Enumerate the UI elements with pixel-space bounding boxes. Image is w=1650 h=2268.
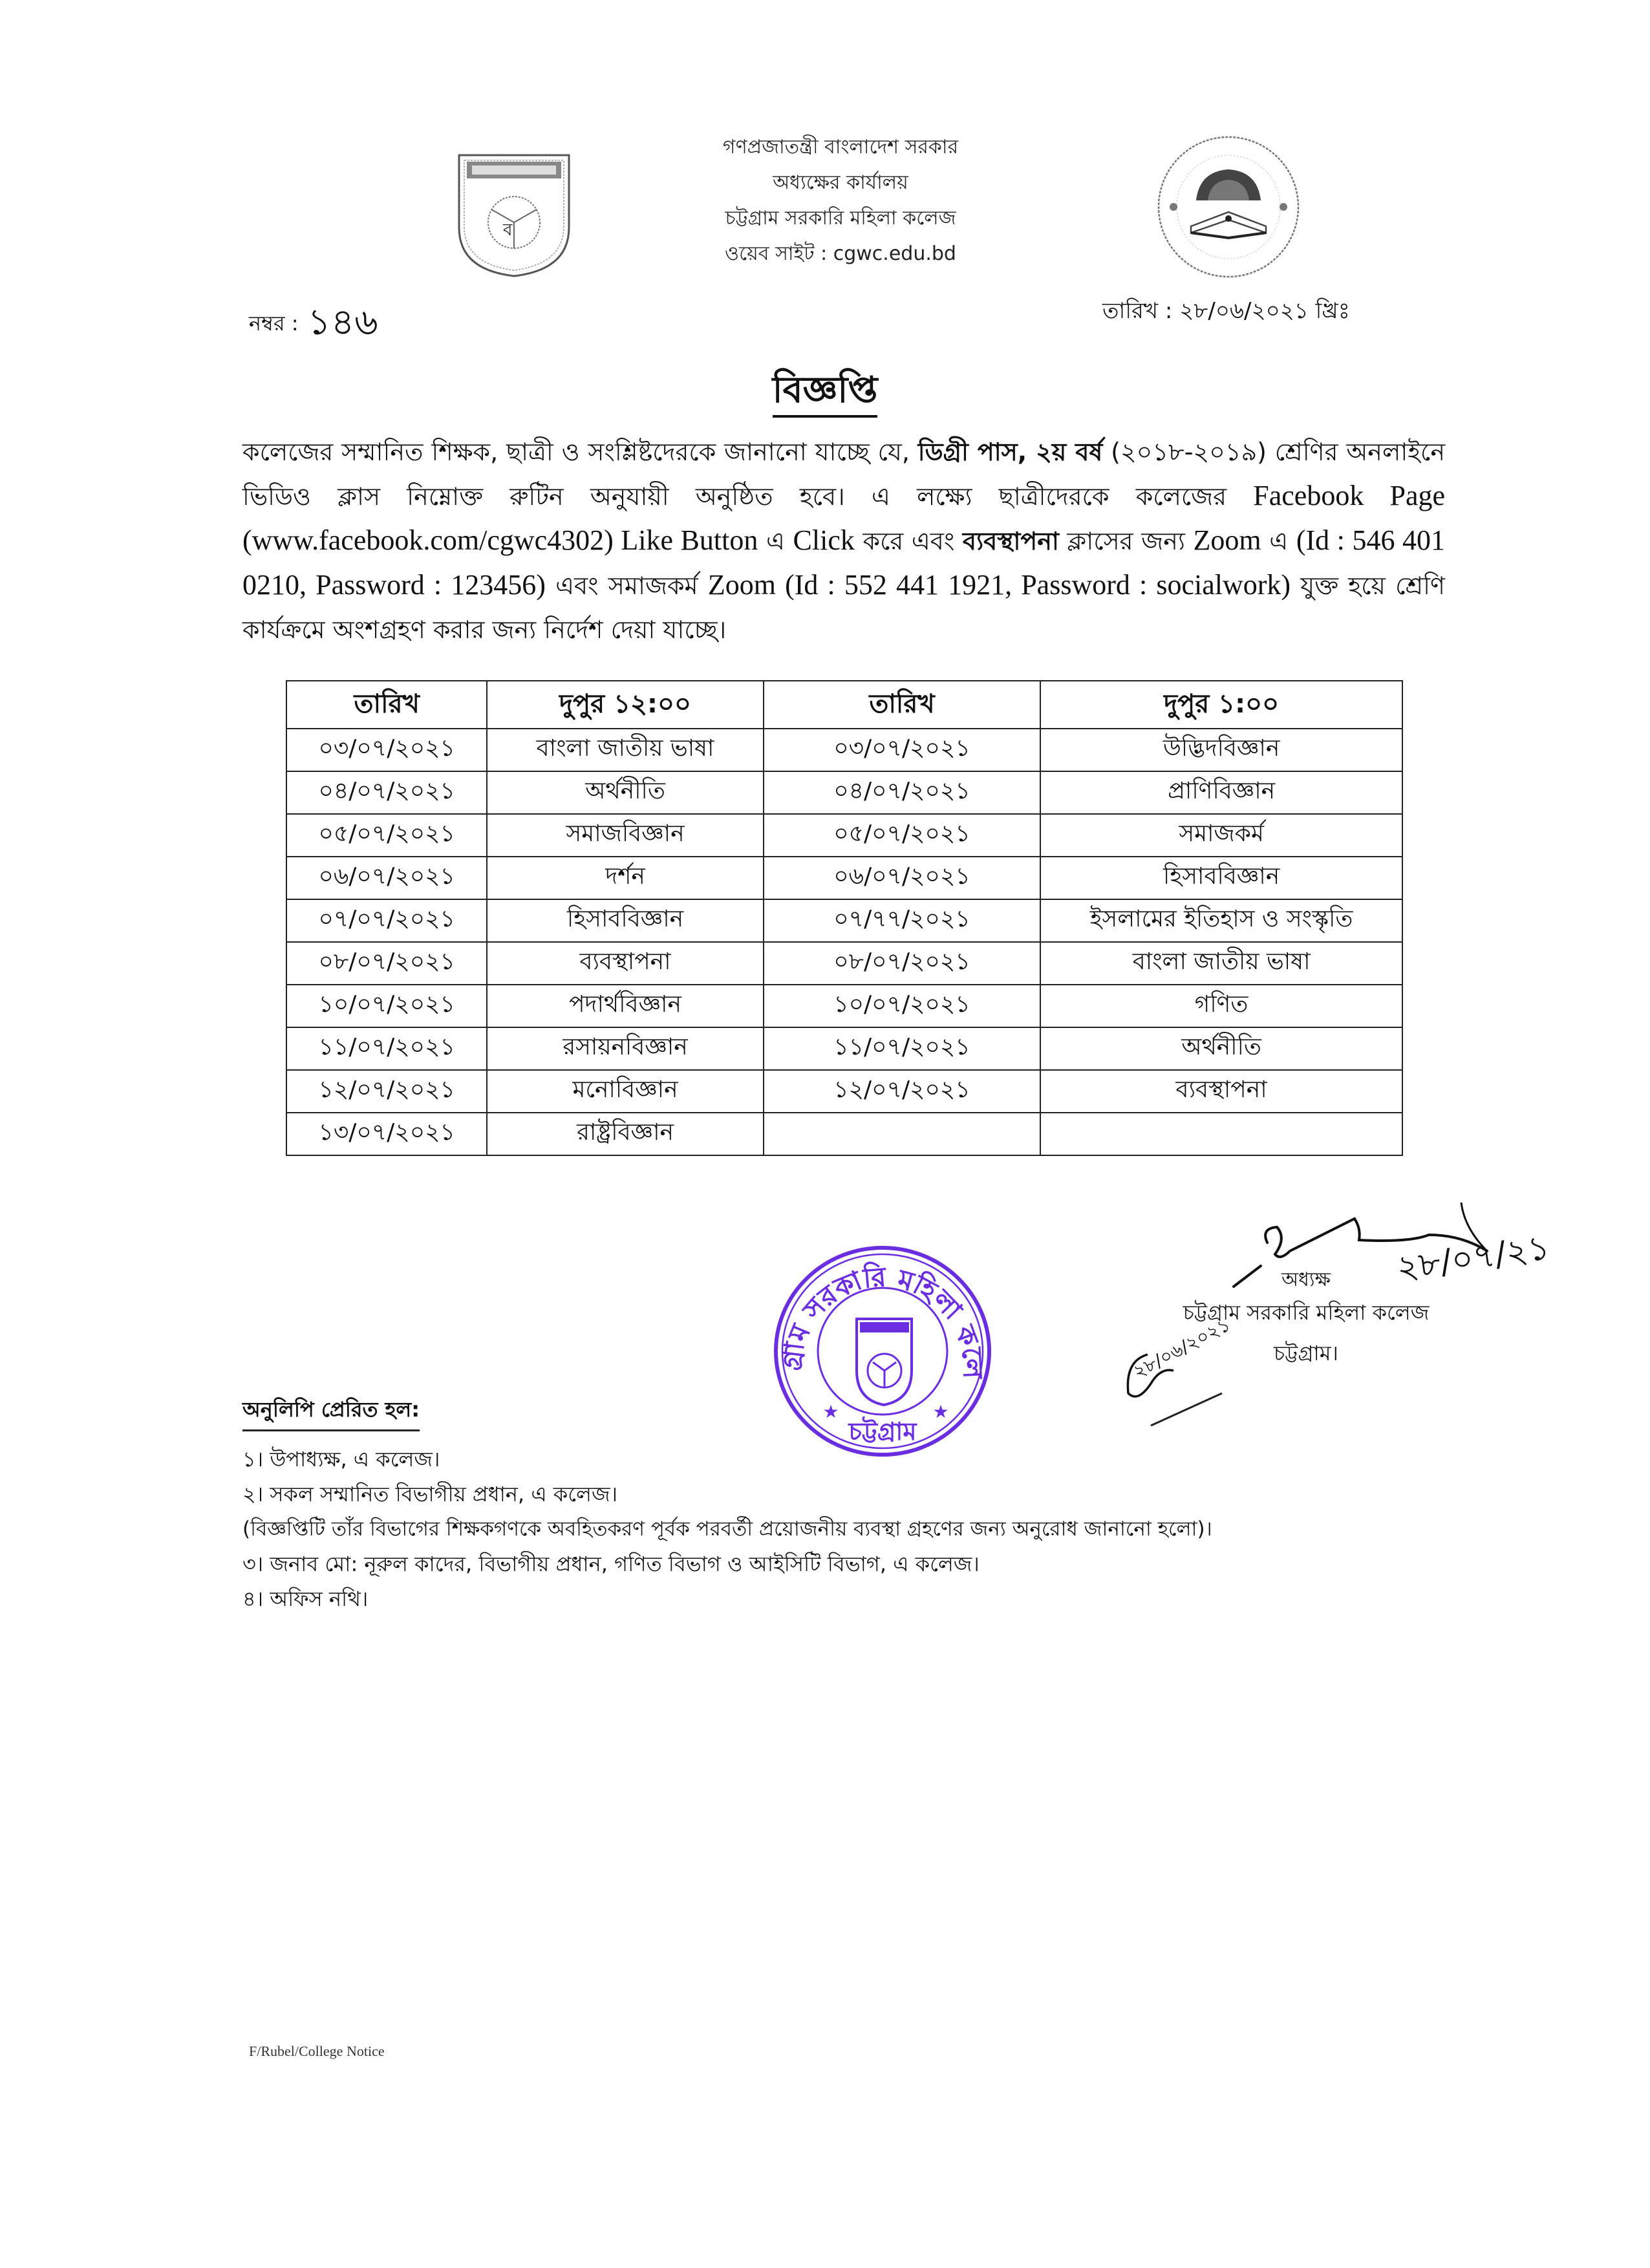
govt-name: গণপ্রজাতন্ত্রী বাংলাদেশ সরকার bbox=[722, 136, 959, 158]
routine-table bbox=[286, 680, 1403, 1156]
subject-cell: বাংলা জাতীয় ভাষা bbox=[1040, 942, 1402, 985]
website: ওয়েব সাইট : cgwc.edu.bd bbox=[725, 242, 956, 265]
date-cell: ১০/০৭/২০২১ bbox=[286, 985, 487, 1027]
table-row bbox=[286, 1070, 1402, 1113]
office-name: অধ্যক্ষের কার্যালয় bbox=[773, 171, 908, 194]
date-cell: ০৮/০৭/২০২১ bbox=[764, 942, 1041, 985]
table-row bbox=[286, 857, 1402, 899]
table-row bbox=[286, 814, 1402, 857]
date-cell: ০৬/০৭/২০২১ bbox=[764, 857, 1041, 899]
svg-text:চট্টগ্রাম সরকারি মহিলা কলেজ: গ্রাম সরকারি মহিলা কলে bbox=[775, 1261, 989, 1380]
table-body bbox=[286, 729, 1402, 1155]
column-header: তারিখ bbox=[764, 681, 1041, 729]
date-cell: ০৭/৭৭/২০২১ bbox=[764, 899, 1041, 942]
initial-date: ২৮/০৬/২০২১ bbox=[1130, 1314, 1234, 1383]
column-header: তারিখ bbox=[286, 681, 487, 729]
college-seal bbox=[756, 1238, 1002, 1464]
signatory-title: অধ্যক্ষ bbox=[1281, 1268, 1331, 1291]
date-cell: ০৪/০৭/২০২১ bbox=[764, 771, 1041, 814]
table-row bbox=[286, 729, 1402, 771]
copy-recipient: ১। উপাধ্যক্ষ, এ কলেজ। bbox=[242, 1447, 440, 1471]
subject-cell: হিসাববিজ্ঞান bbox=[487, 899, 763, 942]
date-cell bbox=[764, 1113, 1041, 1155]
copy-recipient: ৩। জনাব মো: নূরুল কাদের, বিভাগীয় প্রধান, গণিত বিভাগ ও আইসিটি বিভাগ, এ কলেজ। bbox=[242, 1552, 980, 1576]
copy-recipient: ২। সকল সম্মানিত বিভাগীয় প্রধান, এ কলেজ। bbox=[242, 1482, 618, 1506]
copy-note: (বিজ্ঞপ্তিটি তাঁর বিভাগের শিক্ষকগণকে অবহিতকরণ পূর্বক পরবর্তী প্রয়োজনীয় ব্যবস্থা গ্রহণের জন্য অনুরোধ জানানো হলো)। bbox=[242, 1517, 1212, 1541]
letterhead bbox=[647, 129, 1034, 272]
subject-cell bbox=[1040, 1113, 1402, 1155]
subject-cell: ব্যবস্থাপনা bbox=[487, 942, 763, 985]
signatory-college: চট্টগ্রাম সরকারি মহিলা কলেজ bbox=[1183, 1300, 1430, 1325]
body-text: এবং সমাজকর্ম bbox=[545, 572, 708, 600]
date-cell: ১১/০৭/২০২১ bbox=[286, 1027, 487, 1070]
notice-body bbox=[242, 430, 1445, 652]
subject-cell: উদ্ভিদবিজ্ঞান bbox=[1040, 729, 1402, 771]
body-text: কলেজের সম্মানিত শিক্ষক, ছাত্রী ও সংশ্লিষ্টদেরকে জানানো যাচ্ছে যে, bbox=[242, 438, 918, 466]
body-text: ক্লাসের জন্য bbox=[1058, 527, 1194, 555]
date-cell: ০৫/০৭/২০২১ bbox=[286, 814, 487, 857]
table-row bbox=[286, 771, 1402, 814]
date-cell: ১১/০৭/২০২১ bbox=[764, 1027, 1041, 1070]
column-header: দুপুর ১:০০ bbox=[1040, 681, 1402, 729]
copy-recipient: ৪। অফিস নথি। bbox=[242, 1587, 369, 1611]
subject-cell: অর্থনীতি bbox=[1040, 1027, 1402, 1070]
date-cell: ১২/০৭/২০২১ bbox=[764, 1070, 1041, 1113]
date-cell: ০৭/০৭/২০২১ bbox=[286, 899, 487, 942]
college-logo-right bbox=[1151, 129, 1306, 284]
subject-cell: সমাজকর্ম bbox=[1040, 814, 1402, 857]
signatory-city: চট্টগ্রাম। bbox=[1274, 1341, 1338, 1365]
date-cell: ০৮/০৭/২০২১ bbox=[286, 942, 487, 985]
svg-text:★: ★ bbox=[822, 1401, 839, 1422]
date-cell: ০৬/০৭/২০২১ bbox=[286, 857, 487, 899]
subject-cell: ব্যবস্থাপনা bbox=[1040, 1070, 1402, 1113]
issue-date: তারিখ : ২৮/০৬/২০২১ খ্রিঃ bbox=[1102, 298, 1350, 324]
college-logo-left bbox=[453, 150, 575, 279]
body-text: (২০১৮-২০১৯) শ্রেণির অনলাইনে ভিডিও ক্লাস নিম্নোক্ত রুটিন অনুযায়ী অনুষ্ঠিত হবে। এ লক্ষ্যে ছাত্রীদেরকে কলেজের bbox=[242, 438, 1445, 511]
subject-cell: হিসাববিজ্ঞান bbox=[1040, 857, 1402, 899]
seal-icon bbox=[756, 1238, 1002, 1464]
subject-cell: রাষ্ট্রবিজ্ঞান bbox=[487, 1113, 763, 1155]
facebook-page-link[interactable]: Facebook Page (www.facebook.com/cgwc4302) Like Button bbox=[242, 480, 1446, 556]
body-text: এ bbox=[1261, 527, 1296, 555]
body-class-name: ডিগ্রী পাস, ২য় বর্ষ bbox=[917, 438, 1103, 466]
svg-text:★: ★ bbox=[932, 1401, 949, 1422]
date-cell: ১৩/০৭/২০২১ bbox=[286, 1113, 487, 1155]
date-cell: ০৩/০৭/২০২১ bbox=[764, 729, 1041, 771]
reference-value: ১৪৬ bbox=[307, 301, 378, 343]
subject-cell: প্রাণিবিজ্ঞান bbox=[1040, 771, 1402, 814]
date-cell: ১২/০৭/২০২১ bbox=[286, 1070, 487, 1113]
svg-text:ব: ব bbox=[503, 220, 513, 240]
body-text-latin: Click bbox=[793, 524, 855, 556]
body-subject-management: ব্যবস্থাপনা bbox=[962, 527, 1059, 555]
book-emblem-icon bbox=[1151, 129, 1306, 284]
date-cell: ০৫/০৭/২০২১ bbox=[764, 814, 1041, 857]
notice-title bbox=[0, 362, 1650, 423]
table-row bbox=[286, 899, 1402, 942]
table-row bbox=[286, 985, 1402, 1027]
body-text: করে এবং bbox=[854, 527, 963, 555]
shield-emblem-icon bbox=[453, 150, 575, 279]
date-cell: ০৪/০৭/২০২১ bbox=[286, 771, 487, 814]
column-header: দুপুর ১২:০০ bbox=[487, 681, 763, 729]
signature-date: ২৮/০৭/২১ bbox=[1394, 1228, 1552, 1289]
subject-cell: মনোবিজ্ঞান bbox=[487, 1070, 763, 1113]
subject-cell: পদার্থবিজ্ঞান bbox=[487, 985, 763, 1027]
copies-heading: অনুলিপি প্রেরিত হল: bbox=[242, 1393, 420, 1431]
zoom-credentials-management: (Id : 546 401 0210, Password : 123456) bbox=[242, 524, 1445, 601]
subject-cell: দর্শন bbox=[487, 857, 763, 899]
body-text: এ bbox=[758, 527, 793, 555]
date-cell: ১০/০৭/২০২১ bbox=[764, 985, 1041, 1027]
zoom-credentials-socialwork: Zoom (Id : 552 441 1921, Password : socialwork) bbox=[707, 569, 1291, 601]
file-reference: F/Rubel/College Notice bbox=[249, 2043, 385, 2059]
notice-title-text: বিজ্ঞপ্তি bbox=[773, 369, 878, 418]
table-header-row bbox=[286, 681, 1402, 729]
college-name: চট্টগ্রাম সরকারি মহিলা কলেজ bbox=[725, 207, 956, 230]
subject-cell: বাংলা জাতীয় ভাষা bbox=[487, 729, 763, 771]
table-row bbox=[286, 1113, 1402, 1155]
svg-text:চট্টগ্রাম: চট্টগ্রাম bbox=[848, 1417, 917, 1446]
reference-number bbox=[249, 294, 378, 355]
body-text: যুক্ত হয়ে শ্রেণি কার্যক্রমে অংশগ্রহণ করার জন্য নির্দেশ দেয়া যাচ্ছে। bbox=[242, 572, 1445, 644]
subject-cell: অর্থনীতি bbox=[487, 771, 763, 814]
subject-cell: গণিত bbox=[1040, 985, 1402, 1027]
subject-cell: সমাজবিজ্ঞান bbox=[487, 814, 763, 857]
reference-label: নম্বর : bbox=[249, 311, 299, 336]
table-row bbox=[286, 942, 1402, 985]
subject-cell: ইসলামের ইতিহাস ও সংস্কৃতি bbox=[1040, 899, 1402, 942]
copies-list bbox=[242, 1442, 1458, 1616]
date-cell: ০৩/০৭/২০২১ bbox=[286, 729, 487, 771]
body-text-latin: Zoom bbox=[1193, 524, 1261, 556]
table-row bbox=[286, 1027, 1402, 1070]
subject-cell: রসায়নবিজ্ঞান bbox=[487, 1027, 763, 1070]
